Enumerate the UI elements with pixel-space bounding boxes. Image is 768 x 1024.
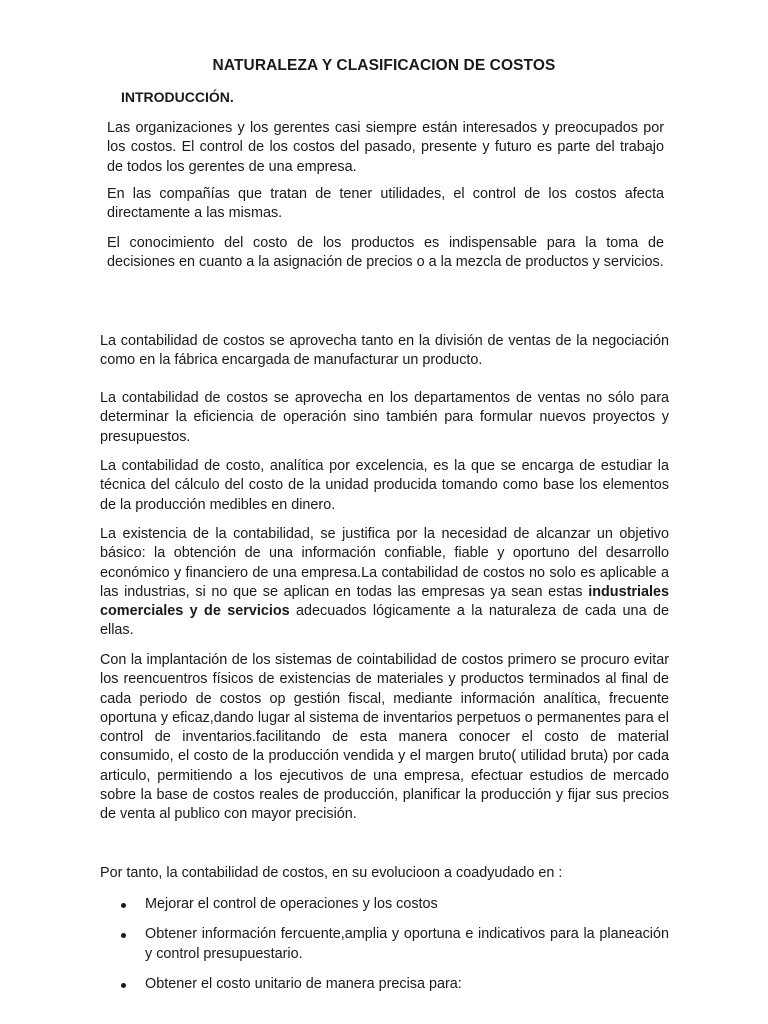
- list-item: [100, 975, 669, 994]
- bold-emphasis: industriales comerciales y de servicios: [100, 583, 669, 620]
- intro-paragraph-2: En las compañías que tratan de tener utilidades, el control de los costos afecta directamente a las mismas.: [107, 186, 664, 222]
- existence-text-start: La existencia de la contabilidad, se justifica por la necesidad de alcanzar un objetivo básico: la obtención de una información confiable, fiable y oportuno del desarrollo económico y financiero de una empresa.La contabilidad de costos no solo es aplicable a las industrias, si no que se aplican en todas las empresas ya sean estas: [100, 526, 669, 600]
- intro-paragraph-3: El conocimiento del costo de los productos es indispensable para la toma de decisiones en cuanto a la asignación de precios o a la mezcla de productos y servicios.: [107, 235, 664, 271]
- list-item: [100, 925, 669, 964]
- document-title: NATURALEZA Y CLASIFICACION DE COSTOS: [212, 57, 556, 74]
- body-paragraph-3: La contabilidad de costo, analítica por excelencia, es la que se encarga de estudiar la técnica del cálculo del costo de la unidad producida tomando como base los elementos de la producción medibles en dinero.: [100, 458, 669, 513]
- body-paragraph-2: La contabilidad de costos se aprovecha en los departamentos de ventas no sólo para determinar la eficiencia de operación sino también para formular nuevos proyectos y presupuestos.: [100, 390, 669, 445]
- implementation-paragraph: Con la implantación de los sistemas de cointabilidad de costos primero se procuro evitar los reencuentros físicos de existencias de materiales y productos terminados al final de cada periodo de costos op gestión fiscal, mediante información analítica, frecuente oportuna y eficaz,dando lugar al sistema de inventarios perpetuos o permanentes para el control de inventarios.facilitando de esta manera conocer el costo de material consumido, el costo de la producción vendida y el margen bruto( utilidad bruta) por cada articulo, permitiendo a los ejecutivos de una empresa, efectuar estudios de mercado sobre la base de costos reales de producción, planificar la producción y fijar sus precios de venta al publico con mayor precisión.: [100, 652, 669, 823]
- section-heading: INTRODUCCIÓN.: [121, 89, 234, 105]
- body-paragraph-1: La contabilidad de costos se aprovecha tanto en la división de ventas de la negociación como en la fábrica encargada de manufacturar un producto.: [100, 333, 669, 369]
- existence-paragraph: [100, 525, 669, 641]
- bullet-icon: [121, 933, 126, 938]
- list-item-text: Obtener información fercuente,amplia y oportuna e indicativos para la planeación y control presupuestario.: [145, 926, 669, 962]
- existence-text-end: adecuados lógicamente a la naturaleza de cada una de ellas.: [100, 603, 669, 639]
- list-item: [100, 895, 669, 914]
- bullet-list: [100, 895, 669, 994]
- conclusion-intro: Por tanto, la contabilidad de costos, en su evolucioon a coadyudado en :: [100, 865, 563, 881]
- intro-paragraph-1: Las organizaciones y los gerentes casi siempre están interesados y preocupados por los costos. El control de los costos del pasado, presente y futuro es parte del trabajo de todos los gerentes de una empresa.: [107, 120, 664, 175]
- bullet-icon: [121, 903, 126, 908]
- list-item-text: Mejorar el control de operaciones y los costos: [145, 896, 438, 912]
- list-item-text: Obtener el costo unitario de manera precisa para:: [145, 975, 462, 992]
- bullet-icon: [121, 983, 126, 988]
